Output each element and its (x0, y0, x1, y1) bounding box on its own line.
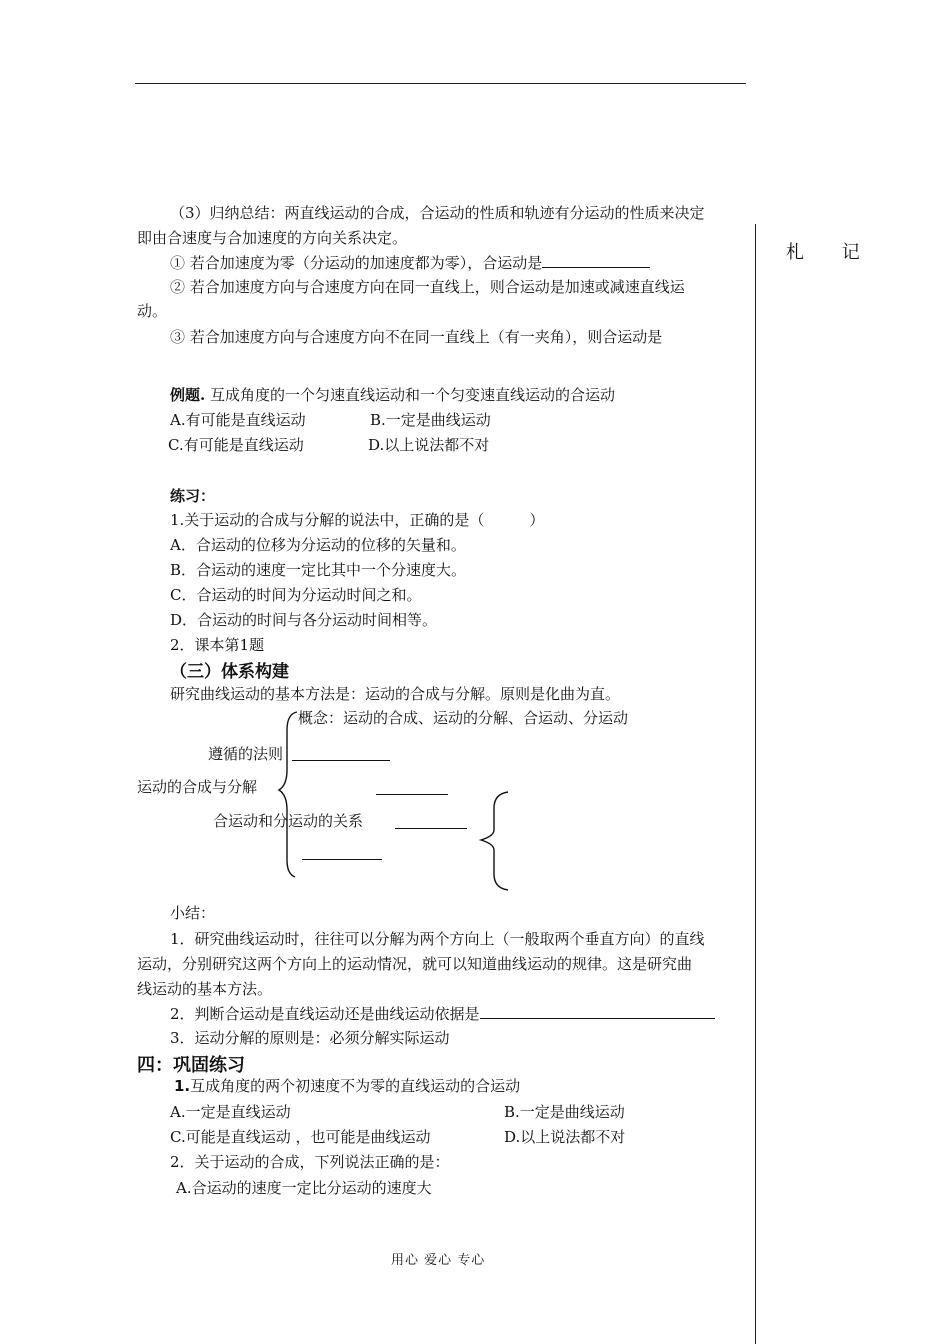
summary-point-1-cont: 运动，分别研究这两个方向上的运动情况，就可以知道曲线运动的规律。这是研究曲 (137, 955, 693, 973)
blank-line-lower[interactable] (302, 859, 382, 860)
case-2-cont: 动。 (137, 302, 168, 320)
example-option-b: B.一定是曲线运动 (370, 411, 491, 429)
practice-q1: 1.关于运动的合成与分解的说法中，正确的是（ ） (170, 511, 545, 529)
summary-point-2: 2．判断合运动是直线运动还是曲线运动依据是 (170, 1004, 715, 1024)
case-1: ① 若合加速度为零（分运动的加速度都为零），合运动是 (170, 253, 650, 273)
practice-option-d: D．合运动的时间与各分运动时间相等。 (170, 611, 438, 629)
relation-node: 合运动和分运动的关系 (213, 812, 364, 830)
consolidate-q1: 1.互成角度的两个初速度不为零的直线运动的合运动 (174, 1077, 521, 1095)
practice-option-c: C．合运动的时间为分运动时间之和。 (170, 586, 422, 604)
summary-point-1-end: 线运动的基本方法。 (137, 980, 273, 998)
practice-option-b: B．合运动的速度一定比其中一个分速度大。 (170, 561, 467, 579)
root-node: 运动的合成与分解 (137, 778, 258, 796)
consolidate-q1-option-b: B.一定是曲线运动 (504, 1103, 625, 1121)
section-heading-system: （三）体系构建 (170, 662, 289, 682)
case-3: ③ 若合加速度方向与合速度方向不在同一直线上（有一夹角），则合运动是 (170, 328, 663, 346)
relation-brace (481, 792, 508, 890)
case-2: ② 若合加速度方向与合速度方向在同一直线上，则合运动是加速或减速直线运 (170, 278, 685, 296)
example-option-c: C.有可能是直线运动 (168, 436, 304, 454)
consolidate-q2: 2．关于运动的合成，下列说法正确的是： (170, 1153, 450, 1171)
concept-node: 概念：运动的合成、运动的分解、合运动、分运动 (298, 709, 629, 727)
relation-blank[interactable] (395, 828, 467, 829)
page-footer: 用心 爱心 专心 (391, 1253, 486, 1268)
summary-label: 小结： (170, 904, 216, 922)
consolidate-q2-option-a: A.合运动的速度一定比分运动的速度大 (176, 1179, 432, 1197)
law-node: 遵循的法则 (208, 745, 284, 763)
notes-column-label: 札 记 (786, 242, 876, 263)
practice-q2: 2．课本第1题 (170, 636, 265, 654)
blank-line[interactable] (376, 794, 448, 795)
example-question: 例题. 互成角度的一个匀速直线运动和一个匀变速直线运动的合运动 (170, 386, 616, 404)
consolidate-q1-option-d: D.以上说法都不对 (504, 1128, 626, 1146)
practice-label: 练习： (170, 487, 216, 505)
section-heading-consolidate: 四：巩固练习 (137, 1055, 245, 1076)
summary-point-1: 1．研究曲线运动时，往往可以分解为两个方向上（一般取两个垂直方向）的直线 (170, 930, 705, 948)
example-label: 例题. (170, 386, 206, 404)
law-blank[interactable] (292, 760, 390, 761)
summary-intro: （3）归纳总结：两直线运动的合成，合运动的性质和轨迹有分运动的性质来决定 (170, 204, 705, 222)
example-option-a: A.有可能是直线运动 (170, 411, 306, 429)
practice-option-a: A．合运动的位移为分运动的位移的矢量和。 (170, 536, 466, 554)
summary-point-3: 3．运动分解的原则是：必须分解实际运动 (170, 1029, 450, 1047)
method-statement: 研究曲线运动的基本方法是：运动的合成与分解。原则是化曲为直。 (170, 685, 621, 703)
consolidate-q1-option-a: A.一定是直线运动 (170, 1103, 291, 1121)
criterion-blank[interactable] (480, 1004, 715, 1019)
example-option-d: D.以上说法都不对 (368, 436, 490, 454)
main-brace (279, 712, 297, 877)
summary-intro-cont: 即由合速度与合加速度的方向关系决定。 (137, 229, 408, 247)
consolidate-q1-option-c: C.可能是直线运动 ，也可能是曲线运动 (170, 1128, 431, 1146)
